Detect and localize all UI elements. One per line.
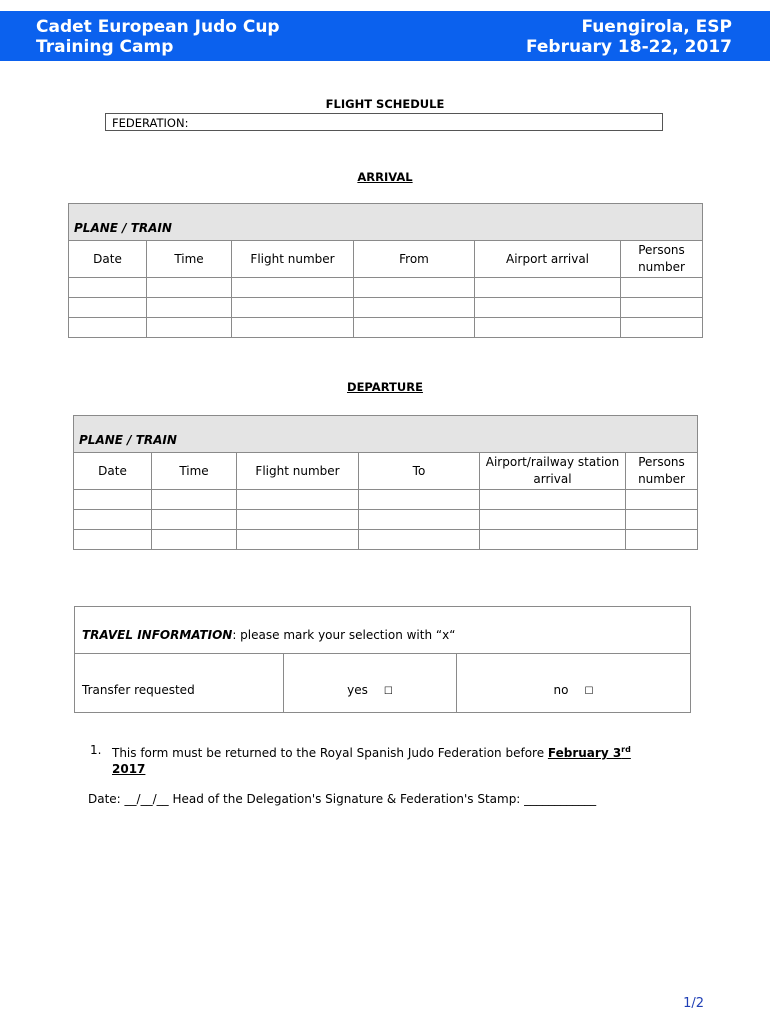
table-row xyxy=(69,278,703,298)
departure-col-time: Time xyxy=(152,453,237,490)
federation-field[interactable] xyxy=(105,113,663,131)
table-cell[interactable] xyxy=(359,530,480,550)
note-deadline-suffix: rd xyxy=(621,745,631,754)
arrival-table xyxy=(68,203,703,338)
table-cell[interactable] xyxy=(237,510,359,530)
table-cell[interactable] xyxy=(354,298,475,318)
table-cell[interactable] xyxy=(359,490,480,510)
table-row xyxy=(69,298,703,318)
travel-information-table xyxy=(74,606,691,713)
table-cell[interactable] xyxy=(354,318,475,338)
table-row xyxy=(74,530,698,550)
table-cell[interactable] xyxy=(74,510,152,530)
table-cell[interactable] xyxy=(626,490,698,510)
table-cell[interactable] xyxy=(475,318,621,338)
table-cell[interactable] xyxy=(475,278,621,298)
table-cell[interactable] xyxy=(232,278,354,298)
table-cell[interactable] xyxy=(475,298,621,318)
signature-date-line: Date: __/__/__ Head of the Delegation's Signature & Federation's Stamp: ____________ xyxy=(88,792,597,806)
table-cell[interactable] xyxy=(480,510,626,530)
departure-col-flight-number: Flight number xyxy=(237,453,359,490)
note-number: 1. xyxy=(90,743,102,757)
arrival-col-date: Date xyxy=(69,241,147,278)
table-cell[interactable] xyxy=(626,530,698,550)
arrival-title: ARRIVAL xyxy=(357,170,413,184)
arrival-col-from: From xyxy=(354,241,475,278)
yes-checkbox[interactable]: ☐ xyxy=(383,685,393,697)
note-deadline: February 3 xyxy=(547,746,622,760)
table-cell[interactable] xyxy=(626,510,698,530)
travel-information-heading xyxy=(75,607,691,654)
page-number: 1/2 xyxy=(683,996,704,1011)
arrival-col-time: Time xyxy=(147,241,232,278)
table-cell[interactable] xyxy=(152,510,237,530)
table-row xyxy=(74,490,698,510)
event-dates: February 18-22, 2017 xyxy=(525,37,732,57)
departure-col-persons-number: Persons number xyxy=(626,453,698,490)
note-text: This form must be returned to the Royal Spanish Judo Federation before xyxy=(112,746,548,760)
no-checkbox[interactable]: ☐ xyxy=(584,685,594,697)
table-cell[interactable] xyxy=(152,530,237,550)
travel-information-instruction: : please mark your selection with “x“ xyxy=(232,628,456,642)
table-cell[interactable] xyxy=(621,318,703,338)
table-cell[interactable] xyxy=(69,278,147,298)
departure-col-date: Date xyxy=(74,453,152,490)
table-cell[interactable] xyxy=(152,490,237,510)
arrival-col-airport-arrival: Airport arrival xyxy=(475,241,621,278)
table-cell[interactable] xyxy=(74,490,152,510)
transfer-requested-label: Transfer requested xyxy=(75,654,284,713)
table-cell[interactable] xyxy=(74,530,152,550)
table-cell[interactable] xyxy=(237,530,359,550)
flight-schedule-title: FLIGHT SCHEDULE xyxy=(325,97,445,111)
table-cell[interactable] xyxy=(354,278,475,298)
departure-title: DEPARTURE xyxy=(347,380,423,394)
table-cell[interactable] xyxy=(147,318,232,338)
arrival-caption: PLANE / TRAIN xyxy=(69,204,703,241)
arrival-col-flight-number: Flight number xyxy=(232,241,354,278)
table-cell[interactable] xyxy=(147,278,232,298)
transfer-no-option[interactable] xyxy=(457,654,691,713)
table-row xyxy=(74,510,698,530)
header-left xyxy=(36,17,280,57)
event-location: Fuengirola, ESP xyxy=(581,17,732,37)
transfer-yes-option[interactable] xyxy=(284,654,457,713)
table-row xyxy=(69,318,703,338)
table-cell[interactable] xyxy=(232,298,354,318)
table-cell[interactable] xyxy=(147,298,232,318)
departure-col-station-arrival: Airport/railway station arrival xyxy=(480,453,626,490)
table-cell[interactable] xyxy=(621,278,703,298)
return-deadline-note xyxy=(90,742,690,777)
table-cell[interactable] xyxy=(69,298,147,318)
table-cell[interactable] xyxy=(237,490,359,510)
table-cell[interactable] xyxy=(359,510,480,530)
departure-col-to: To xyxy=(359,453,480,490)
departure-table xyxy=(73,415,698,550)
travel-information-title: TRAVEL INFORMATION xyxy=(82,628,233,642)
document-header xyxy=(0,11,770,61)
federation-label: FEDERATION: xyxy=(112,116,189,130)
no-label: no xyxy=(553,682,569,697)
arrival-col-persons-number: Persons number xyxy=(621,241,703,278)
event-title: Cadet European Judo Cup xyxy=(36,17,280,37)
event-subtitle: Training Camp xyxy=(36,37,174,57)
table-cell[interactable] xyxy=(232,318,354,338)
note-deadline-year: 2017 xyxy=(112,762,146,776)
table-cell[interactable] xyxy=(480,530,626,550)
departure-caption: PLANE / TRAIN xyxy=(74,416,698,453)
table-cell[interactable] xyxy=(69,318,147,338)
header-right xyxy=(526,17,732,57)
table-cell[interactable] xyxy=(621,298,703,318)
table-cell[interactable] xyxy=(480,490,626,510)
yes-label: yes xyxy=(347,682,368,697)
